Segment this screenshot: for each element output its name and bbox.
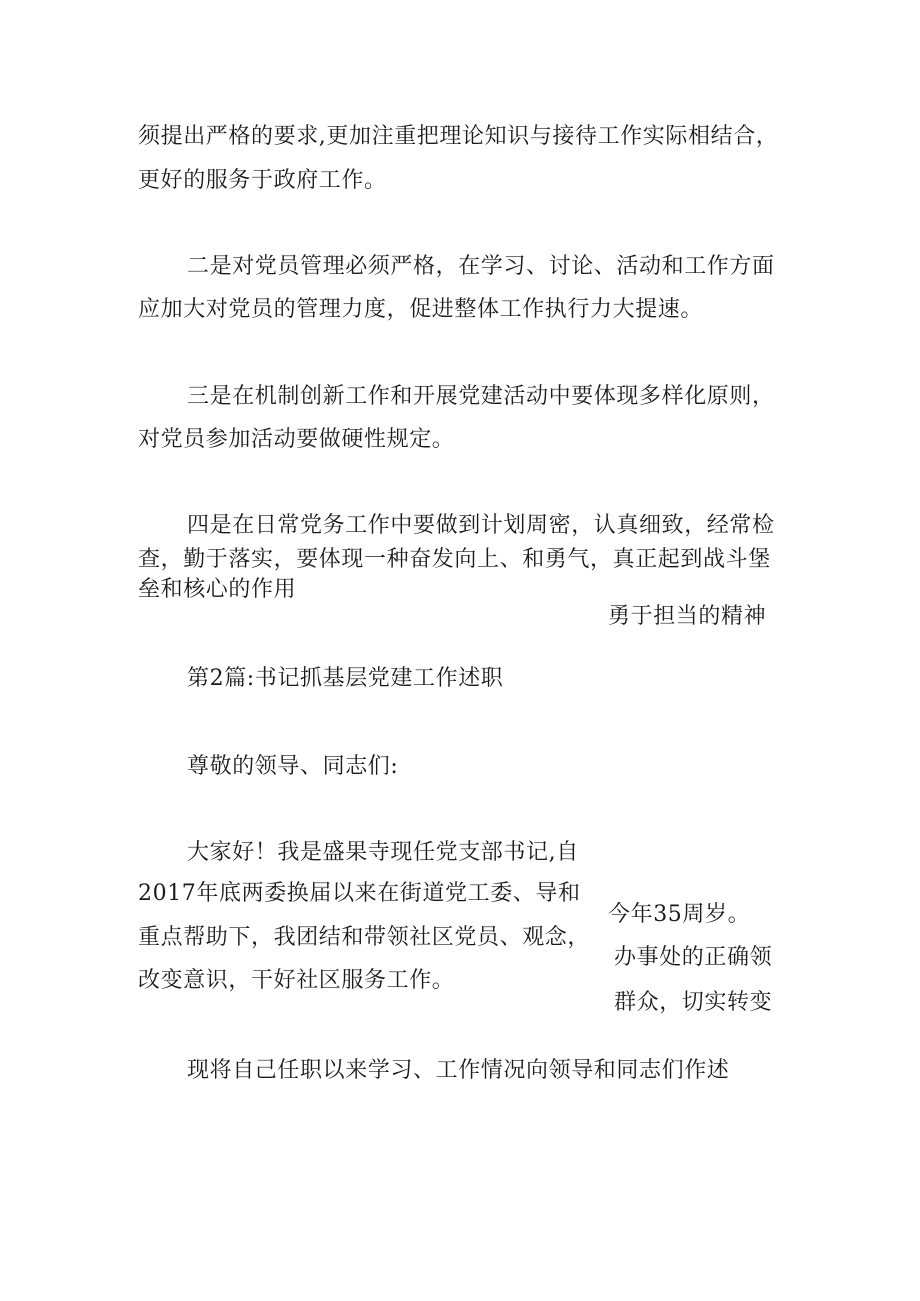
para4-line3: 垒和核心的作用 <box>138 577 297 602</box>
para5-aside3: 群众，切实转变 <box>614 990 773 1015</box>
para1-line2: 更好的服务于政府工作。 <box>138 168 387 193</box>
para5-aside1: 今年35周岁。 <box>608 902 751 927</box>
para5-aside2: 办事处的正确领 <box>614 945 773 970</box>
para5-line4: 改变意识，干好社区服务工作。 <box>138 968 455 993</box>
para5-line1: 大家好！我是盛果寺现任党支部书记,自 <box>187 840 579 865</box>
para5-line3: 重点帮助下，我团结和带领社区党员、观念， <box>138 925 591 950</box>
para3-line2: 对党员参加活动要做硬性规定。 <box>138 427 455 452</box>
section-title: 第2篇:书记抓基层党建工作述职 <box>187 666 504 691</box>
para4-line1: 四是在日常党务工作中要做到计划周密，认真细致，经常检 <box>187 513 775 538</box>
closing-line: 现将自己任职以来学习、工作情况向领导和同志们作述 <box>187 1058 730 1083</box>
para2-line2: 应加大对党员的管理力度，促进整体工作执行力大提速。 <box>138 297 704 322</box>
para4-aside: 勇于担当的精神 <box>608 604 767 629</box>
para2-line1: 二是对党员管理必须严格，在学习、讨论、活动和工作方面 <box>187 254 775 279</box>
para5-line2: 2017年底两委换届以来在街道党工委、导和 <box>138 881 581 906</box>
para1-line1: 须提出严格的要求,更加注重把理论知识与接待工作实际相结合， <box>138 124 779 149</box>
para4-line2: 查，勤于落实，要体现一种奋发向上、和勇气，真正起到战斗堡 <box>138 547 771 572</box>
salutation: 尊敬的领导、同志们: <box>187 754 399 779</box>
para3-line1: 三是在机制创新工作和开展党建活动中要体现多样化原则， <box>187 384 775 409</box>
